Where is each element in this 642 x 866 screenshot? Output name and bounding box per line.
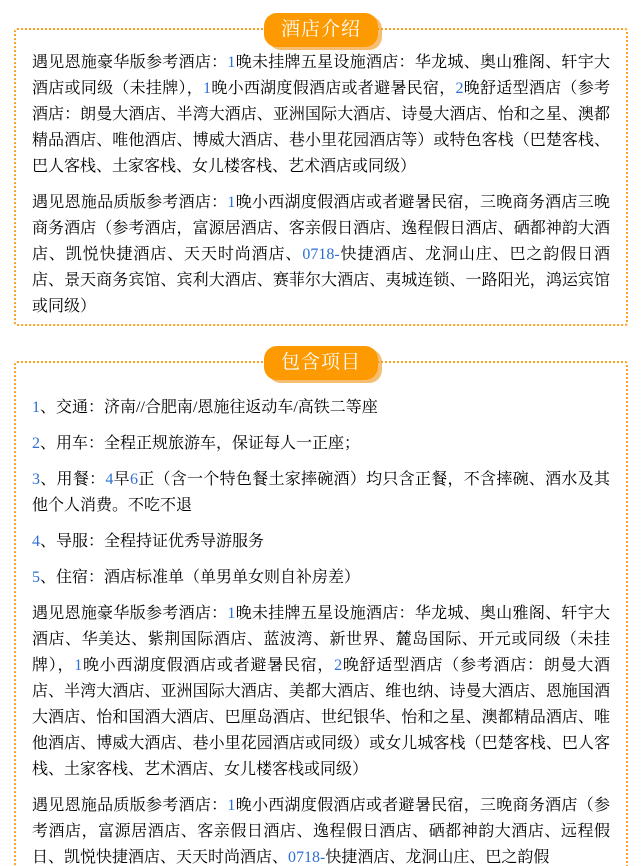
item-guide: 4、导服：全程持证优秀导游服务: [32, 533, 265, 550]
item-lodging: 5、住宿：酒店标准单（单男单女则自补房差）: [32, 569, 361, 586]
hotel-luxury-paragraph: 遇见恩施豪华版参考酒店：1晚未挂牌五星设施酒店：华龙城、奥山雅阁、轩宇大酒店或同级（未挂牌），1晚小西湖度假酒店或者避暑民宿，2晚舒适型酒店（参考酒店：朗曼大酒店、半湾大酒店、亚洲国际大酒店、诗曼大酒店、怡和之星、澳都精品酒店、唯他酒店、博威大酒店、巷小里花园酒店等）或特色客栈（巴楚客栈、巴人客栈、土家客栈、女儿楼客栈、艺术酒店或同级）: [32, 54, 610, 175]
item-transport: 1、交通：济南//合肥南/恩施往返动车/高铁二等座: [32, 399, 378, 416]
hotel-intro-badge-label: 酒店介绍: [280, 19, 362, 40]
included-items-badge-label: 包含项目: [280, 352, 362, 373]
hotel-quality-paragraph: 遇见恩施品质版参考酒店：1晚小西湖度假酒店或者避暑民宿，三晚商务酒店三晚商务酒店（参考酒店，富源居酒店、客亲假日酒店、逸程假日酒店、硒都神韵大酒店、凯悦快捷酒店、天天时尚酒店、0718-快捷酒店、龙洞山庄、巴之韵假日酒店、景天商务宾馆、宾利大酒店、赛菲尔大酒店、夷城连锁、一路阳光，鸿运宾馆或同级）: [32, 194, 610, 315]
included-items-badge: [264, 346, 378, 380]
included-hotel-luxury-paragraph: 遇见恩施豪华版参考酒店：1晚未挂牌五星设施酒店：华龙城、奥山雅阁、轩宇大酒店、华美达、紫荆国际酒店、蓝波湾、新世界、麓岛国际、开元或同级（未挂牌），1晚小西湖度假酒店或者避暑民宿，2晚舒适型酒店（参考酒店：朗曼大酒店、半湾大酒店、亚洲国际大酒店、美都大酒店、维也纳、诗曼大酒店、恩施国酒大酒店、怡和国酒大酒店、巴厘岛酒店、世纪银华、怡和之星、澳都精品酒店、唯他酒店、博威大酒店、巷小里花园酒店或同级）或女儿城客栈（巴楚客栈、巴人客栈、土家客栈、艺术酒店、女儿楼客栈或同级）: [32, 605, 610, 778]
hotel-intro-panel: [14, 19, 628, 326]
included-items-panel: [14, 352, 628, 866]
item-vehicle: 2、用车：全程正规旅游车，保证每人一正座；: [32, 435, 361, 452]
item-meals: 3、用餐：4早6正（含一个特色餐土家摔碗酒）均只含正餐，不含摔碗、酒水及其他个人消费。不吃不退: [32, 471, 610, 514]
included-hotel-quality-paragraph: 遇见恩施品质版参考酒店：1晚小西湖度假酒店或者避暑民宿，三晚商务酒店（参考酒店，富源居酒店、客亲假日酒店、逸程假日酒店、硒都神韵大酒店、远程假日、凯悦快捷酒店、天天时尚酒店、0718-快捷酒店、龙洞山庄、巴之韵假: [32, 797, 610, 866]
hotel-intro-badge: [264, 13, 378, 47]
